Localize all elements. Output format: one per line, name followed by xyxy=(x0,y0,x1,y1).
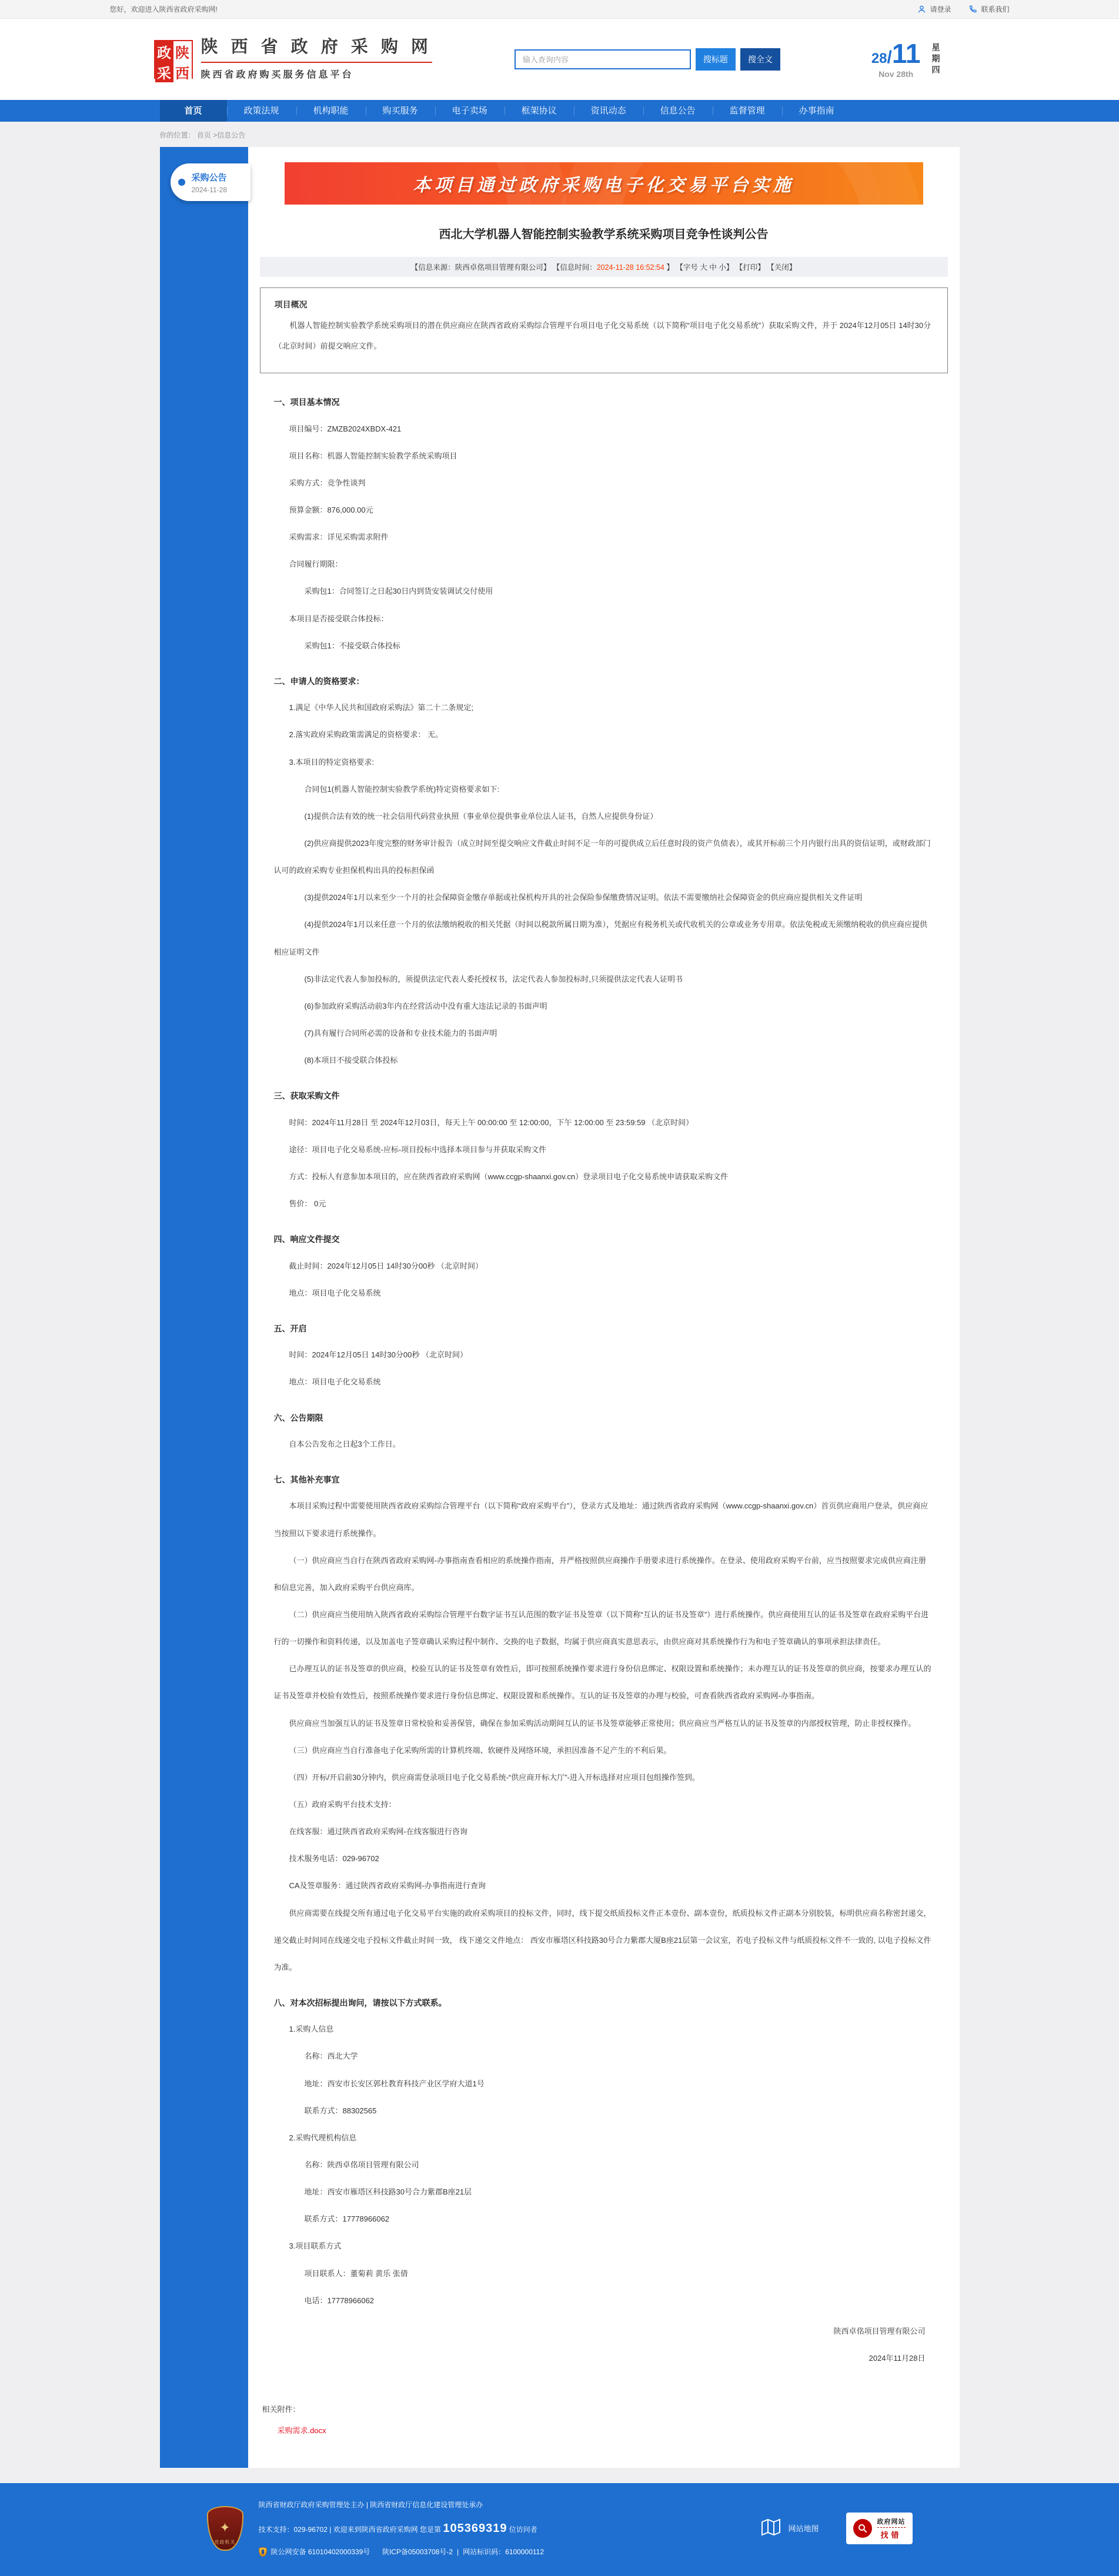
section-paragraph: (6)参加政府采购活动前3年内在经营活动中没有重大违法记录的书面声明 xyxy=(304,1001,547,1011)
beian-icp-link[interactable]: 陕ICP备05003708号-2 xyxy=(382,2547,453,2556)
date-widget: 28/11 Nov 28th 星期四 xyxy=(871,38,941,79)
search-fulltext-button[interactable]: 搜全文 xyxy=(740,48,780,71)
section-paragraph: 采购包1：不接受联合体投标 xyxy=(304,641,400,650)
section-paragraph: CA及签章服务：通过陕西省政府采购网-办事指南进行查询 xyxy=(289,1881,486,1891)
section-paragraph: 采购方式：竞争性谈判 xyxy=(289,478,366,487)
magnifier-icon xyxy=(853,2519,872,2538)
section-paragraph: 名称：陕西卓佲项目管理有限公司 xyxy=(304,2160,419,2170)
article-sections xyxy=(260,376,948,2314)
main-nav-bar xyxy=(0,100,1119,122)
section-heading: 六、公告期限 xyxy=(273,1413,323,1423)
nav-item-5[interactable]: 电子卖场 xyxy=(435,100,505,122)
section-paragraph: 售价： 0元 xyxy=(289,1199,326,1209)
section-heading: 一、项目基本情况 xyxy=(273,397,340,407)
section-paragraph: 本项目采购过程中需要使用陕西省政府采购综合管理平台（以下简称“政府采购平台”），登录方式及地址：通过陕西省政府采购网（www.ccgp-shaanxi.gov.cn）首页供应商用户登录，供应商应当按照以下要求进行系统操作。 xyxy=(273,1501,928,1538)
search-title-button[interactable]: 搜标题 xyxy=(696,48,736,71)
article-panel xyxy=(248,147,960,2468)
section-paragraph: （二）供应商应当使用纳入陕西省政府采购综合管理平台数字证书互认范围的数字证书及签章（以下简称“互认的证书及签章”）进行系统操作。供应商使用互认的证书及签章在政府采购平台进行的一切操作和资料传递，以及加盖电子签章确认采购过程中制作、交换的电子数据，均属于供应商真实意思表示，由供应商对其系统操作行为和电子签章确认的事项承担法律责任。 xyxy=(273,1610,929,1647)
meta-time: 2024-11-28 16:52:54 xyxy=(596,263,664,272)
article-title: 西北大学机器人智能控制实验教学系统采购项目竞争性谈判公告 xyxy=(439,228,769,241)
topbar xyxy=(0,0,1119,19)
attachments-block xyxy=(260,2398,948,2441)
visitor-count: 105369319 xyxy=(443,2521,507,2535)
overview-heading: 项目概况 xyxy=(274,300,308,309)
section-paragraph: 方式：投标人有意参加本项目的，应在陕西省政府采购网（www.ccgp-shaanxi.gov.cn）登录项目电子化交易系统申请获取采购文件 xyxy=(289,1172,729,1181)
sitemap-link[interactable]: 网站地图 xyxy=(761,2518,819,2538)
seal-logo-icon: 政 陕 采 西 xyxy=(154,40,193,79)
section-paragraph: 合同包1(机器人智能控制实验教学系统)特定资格要求如下: xyxy=(304,784,500,794)
category-sidebar xyxy=(160,147,248,2468)
site-footer: ✦ 党政机关 陕西省财政厅政府采购管理处主办 | 陕西省财政厅信息化建设管理处承办 技术支持：029-96702 | 欢迎来到陕西省政府采购网 您是第 105369319 位访问者 陕公网安备 61010402000339号 陕ICP备05003708号-2 | 网站标识码：6100000112 网站地图 政府网站 找错 xyxy=(0,2483,1119,2576)
section-paragraph: 采购包1：合同签订之日起30日内到货安装调试交付使用 xyxy=(304,587,493,596)
sidebar-item-procurement-notice[interactable]: 采购公告 2024-11-28 xyxy=(171,163,250,201)
site-logo xyxy=(154,38,432,81)
section-paragraph: 地址：西安市雁塔区科技路30号合力紫郡B座21层 xyxy=(304,2187,472,2197)
section-heading: 二、申请人的资格要求： xyxy=(273,676,365,686)
nav-item-1[interactable]: 首页 xyxy=(160,100,227,122)
section-paragraph: （五）政府采购平台技术支持： xyxy=(289,1799,396,1809)
section-paragraph: （三）供应商应当自行准备电子化采购所需的计算机终端、软硬件及网络环境，承担因准备不足产生的不利后果。 xyxy=(289,1745,672,1755)
section-paragraph: 技术服务电话：029-96702 xyxy=(289,1854,379,1864)
section-paragraph: 3.项目联系方式 xyxy=(289,2242,342,2251)
section-heading: 四、响应文件提交 xyxy=(273,1235,340,1244)
weekday-label: 星期四 xyxy=(931,42,941,76)
nav-item-6[interactable]: 框架协议 xyxy=(505,100,574,122)
section-paragraph: 自本公告发布之日起3个工作日。 xyxy=(289,1439,400,1448)
beian-police-link[interactable]: 陕公网安备 61010402000339号 xyxy=(270,2547,370,2556)
section-paragraph: (5)非法定代表人参加投标的，须提供法定代表人委托授权书，法定代表人参加投标时,只须提供法定代表人证明书 xyxy=(304,974,683,983)
section-paragraph: 名称：西北大学 xyxy=(304,2052,358,2061)
nav-item-4[interactable]: 购买服务 xyxy=(366,100,435,122)
section-paragraph: 地点：项目电子化交易系统 xyxy=(289,1377,381,1387)
section-paragraph: 项目联系人：董菊莉 黄乐 张倩 xyxy=(304,2269,408,2278)
section-heading: 五、开启 xyxy=(273,1323,307,1333)
user-icon xyxy=(917,5,926,14)
section-paragraph: 1.采购人信息 xyxy=(289,2025,334,2034)
overview-text: 机器人智能控制实验教学系统采购项目的潜在供应商应在陕西省政府采购综合管理平台项目电子化交易系统（以下简称“项目电子化交易系统”）获取采购文件，并于 2024年12月05日 14时30分 （北京时间）前提交响应文件。 xyxy=(274,321,931,351)
section-paragraph: 截止时间：2024年12月05日 14时30分00秒 （北京时间） xyxy=(289,1261,483,1270)
nav-item-2[interactable]: 政策法规 xyxy=(227,100,296,122)
footer-organizer: 陕西省财政厅政府采购管理处主办 | 陕西省财政厅信息化建设管理处承办 xyxy=(258,2500,483,2509)
search-input[interactable] xyxy=(515,49,691,69)
section-paragraph: 电话：17778966062 xyxy=(304,2296,375,2305)
section-heading: 七、其他补充事宜 xyxy=(273,1475,340,1485)
ebidding-banner: 本项目通过政府采购电子化交易平台实施 xyxy=(285,162,923,205)
nav-item-9[interactable]: 监督管理 xyxy=(713,100,782,122)
section-paragraph: 供应商应当加强互认的证书及签章日常校验和妥善保管，确保在参加采购活动期间互认的证书及签章能够正常使用；供应商应当严格互认的证书及签章的内部授权管理，防止非授权操作。 xyxy=(289,1718,916,1728)
nav-item-7[interactable]: 资讯动态 xyxy=(574,100,643,122)
gov-find-error-widget[interactable]: 政府网站 找错 xyxy=(846,2513,913,2544)
section-paragraph: 时间：2024年12月05日 14时30分00秒 （北京时间） xyxy=(289,1350,467,1360)
site-code: 网站标识码：6100000112 xyxy=(463,2547,545,2556)
footer-support: 技术支持：029-96702 | 欢迎来到陕西省政府采购网 您是第 105369319 位访问者 xyxy=(258,2521,537,2535)
signature-company: 陕西卓佲项目管理有限公司 xyxy=(833,2326,926,2336)
site-header xyxy=(0,19,1119,100)
breadcrumb: 你的位置： 首页 >信息公告 xyxy=(159,131,246,139)
section-paragraph: 联系方式：88302565 xyxy=(304,2106,377,2115)
site-subtitle: 陕西省政府购买服务信息平台 xyxy=(201,62,432,81)
section-paragraph: 项目编号：ZMZB2024XBDX-421 xyxy=(289,424,402,433)
close-button[interactable]: 【关闭】 xyxy=(767,263,797,272)
section-paragraph: （四）开标/开启前30分钟内，供应商需登录项目电子化交易系统-“供应商开标大厅”-进入开标选择对应项目包组操作签到。 xyxy=(289,1772,700,1782)
section-paragraph: (2)供应商提供2023年度完整的财务审计报告（成立时间至提交响应文件截止时间不足一年的可提供成立后任意时段的资产负债表），或其开标前三个月内银行出具的资信证明，或财政部门认可的政府采购专业担保机构出具的投标担保函 xyxy=(273,838,931,875)
section-paragraph: 供应商需要在线提交所有通过电子化交易平台实施的政府采购项目的投标文件，同时，线下提交纸质投标文件正本壹份、副本壹份，纸质投标文件正副本分别胶装，标明供应商名称密封递交，递交截止时间同在线递交电子投标文件截止时间一致， 线下递交文件地点： 西安市雁塔区科技路30号合力紫郡大厦B座21层第一会议室，若电子投标文件与纸质投标文件不一致的, 以电子投标文件为准。 xyxy=(273,1908,931,1972)
section-paragraph: 2.落实政府采购政策需满足的资格要求： 无。 xyxy=(289,730,443,740)
section-heading: 三、获取采购文件 xyxy=(273,1091,340,1101)
login-link[interactable]: 请登录 xyxy=(917,4,951,14)
date-english: Nov 28th xyxy=(879,69,914,79)
section-paragraph: (7)具有履行合同所必需的设备和专业技术能力的书面声明 xyxy=(304,1028,497,1038)
section-paragraph: 2.采购代理机构信息 xyxy=(289,2133,357,2142)
section-paragraph: 时间：2024年11月28日 至 2024年12月03日，每天上午 00:00:00 至 12:00:00，下午 12:00:00 至 23:59:59 （北京时间） xyxy=(289,1118,694,1127)
police-badge-icon xyxy=(259,2547,267,2557)
contact-link[interactable]: 联系我们 xyxy=(968,4,1009,14)
site-title: 陕 西 省 政 府 采 购 网 xyxy=(201,38,432,57)
nav-item-3[interactable]: 机构职能 xyxy=(296,100,366,122)
section-paragraph: 3.本项目的特定资格要求: xyxy=(289,757,374,767)
nav-item-10[interactable]: 办事指南 xyxy=(782,100,851,122)
section-paragraph: (8)本项目不接受联合体投标 xyxy=(304,1056,398,1065)
article-meta-bar: 【信息来源：陕西卓佲项目管理有限公司】 【信息时间：2024-11-28 16:52:54 】 【字号 大 中 小】 【打印】 【关闭】 xyxy=(260,257,948,277)
section-paragraph: 1.满足《中华人民共和国政府采购法》第二十二条规定; xyxy=(289,703,473,712)
breadcrumb-current[interactable]: 信息公告 xyxy=(217,131,246,139)
section-paragraph: 项目名称：机器人智能控制实验教学系统采购项目 xyxy=(289,451,457,460)
signature-block xyxy=(260,2318,926,2372)
section-paragraph: (3)提供2024年1月以来至少一个月的社会保障资金缴存单据或社保机构开具的社会保险参保缴费情况证明。依法不需要缴纳社会保障资金的供应商应提供相关文件证明 xyxy=(304,893,863,902)
welcome-text: 您好，欢迎进入陕西省政府采购网! xyxy=(109,5,218,14)
attachments-list xyxy=(262,2421,946,2441)
attachments-label: 相关附件： xyxy=(262,2405,300,2414)
phone-icon xyxy=(968,5,977,14)
font-size-control[interactable]: 【字号 大 中 小】 xyxy=(676,263,734,272)
main-nav xyxy=(160,100,960,122)
section-paragraph: (1)提供合法有效的统一社会信用代码营业执照（事业单位提供事业单位法人证书，自然人应提供身份证） xyxy=(304,811,658,821)
breadcrumb-home[interactable]: 首页 xyxy=(196,131,211,139)
section-paragraph: 合同履行期限： xyxy=(289,560,343,569)
section-paragraph: （一）供应商应当自行在陕西省政府采购网-办事指南查看相应的系统操作指南，并严格按照供应商操作手册要求进行系统操作。在登录、使用政府采购平台前，应当按照要求完成供应商注册和信息完善，加入政府采购平台供应商库。 xyxy=(273,1555,926,1592)
section-heading: 八、对本次招标提出询问，请按以下方式联系。 xyxy=(273,1998,447,2008)
section-paragraph: 地点：项目电子化交易系统 xyxy=(289,1288,381,1297)
signature-date: 2024年11月28日 xyxy=(869,2354,926,2363)
section-paragraph: 已办理互认的证书及签章的供应商，校验互认的证书及签章有效性后，即可按照系统操作要求进行身份信息绑定、权限设置和系统操作；未办理互认的证书及签章的供应商，按要求办理互认的证书及签章并校验有效性后，按照系统操作要求进行身份信息绑定、权限设置和系统操作。互认的证书及签章的办理与校验，可查看陕西省政府采购网-办事指南。 xyxy=(273,1664,931,1701)
attachment-link[interactable]: 采购需求.docx xyxy=(277,2426,326,2436)
section-paragraph: 采购需求：详见采购需求附件 xyxy=(289,533,389,542)
section-paragraph: 地址：西安市长安区郭杜教育科技产业区学府大道1号 xyxy=(304,2079,485,2088)
project-overview-box xyxy=(260,287,948,373)
search-area xyxy=(515,48,780,71)
section-paragraph: 在线客服：通过陕西省政府采购网-在线客服进行咨询 xyxy=(289,1827,467,1836)
print-button[interactable]: 【打印】 xyxy=(735,263,765,272)
section-paragraph: 联系方式：17778966062 xyxy=(304,2214,390,2224)
nav-item-8[interactable]: 信息公告 xyxy=(643,100,713,122)
section-paragraph: 本项目是否接受联合体投标： xyxy=(289,614,389,623)
section-paragraph: 预算金额：876,000.00元 xyxy=(289,506,373,514)
map-icon xyxy=(761,2518,781,2538)
section-paragraph: 途径：项目电子化交易系统-应标-项目投标中选择本项目参与并获取采购文件 xyxy=(289,1145,547,1154)
meta-source: 【信息来源：陕西卓佲项目管理有限公司】 xyxy=(410,263,551,272)
section-paragraph: (4)提供2024年1月以来任意一个月的依法缴纳税收的相关凭据（时间以税款所属日期为准），凭据应有税务机关或代收机关的公章或业务专用章。依法免税或无须缴纳税收的供应商应提供相应证明文件 xyxy=(273,920,928,956)
gov-agency-badge-icon: ✦ 党政机关 xyxy=(207,2506,243,2551)
